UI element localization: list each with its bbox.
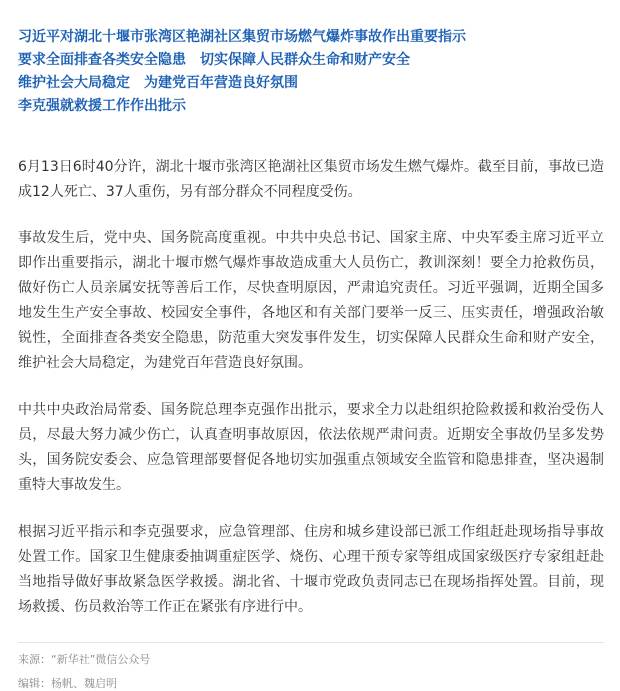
headline-line-3: 维护社会大局稳定 为建党百年营造良好氛围 — [18, 75, 298, 91]
body-paragraph-premier: 中共中央政治局常委、国务院总理李克强作出批示，要求全力以赴组织抢险救援和救治受伤人员，尽最大努力减少伤亡，认真查明事故原因，依法依规严肃问责。近期安全事故仍呈多发势头，国务院安委会、应急管理部要督促各地切实加强重点领域安全监管和隐患排查，坚决遏制重特大事故发生。 — [18, 402, 604, 493]
editor-credit: 编辑：杨帆、魏启明 — [18, 677, 117, 690]
article — [18, 26, 604, 691]
source-credit: 来源：“新华社”微信公众号 — [18, 653, 151, 666]
body-paragraph-instructions: 事故发生后，党中央、国务院高度重视。中共中央总书记、国家主席、中央军委主席习近平立即作出重要指示，湖北十堰市燃气爆炸事故造成重大人员伤亡，教训深刻！要全力抢救伤员，做好伤亡人员亲属安抚等善后工作，尽快查明原因，严肃追究责任。习近平强调，近期全国多地发生生产安全事故、校园安全事件，各地区和有关部门要举一反三、压实责任，增强政治敏锐性，全面排查各类安全隐患，防范重大突发事件发生，切实保障人民群众生命和财产安全，维护社会大局稳定，为建党百年营造良好氛围。 — [18, 230, 604, 371]
footer-divider — [18, 642, 604, 643]
body-paragraph-incident: 6月13日6时40分许，湖北十堰市张湾区艳湖社区集贸市场发生燃气爆炸。截至目前，事故已造成12人死亡、37人重伤，另有部分群众不同程度受伤。 — [18, 159, 604, 200]
headline-line-1: 习近平对湖北十堰市张湾区艳湖社区集贸市场燃气爆炸事故作出重要指示 — [18, 29, 466, 45]
headline-line-2: 要求全面排查各类安全隐患 切实保障人民群众生命和财产安全 — [18, 52, 410, 68]
body-paragraph-response: 根据习近平指示和李克强要求，应急管理部、住房和城乡建设部已派工作组赶赴现场指导事故处置工作。国家卫生健康委抽调重症医学、烧伤、心理干预专家等组成国家级医疗专家组赶赴当地指导做好事故紧急医学救援。湖北省、十堰市党政负责同志已在现场指挥处置。目前，现场救援、伤员救治等工作正在紧张有序进行中。 — [18, 524, 604, 615]
headline-line-4: 李克强就救援工作作出批示 — [18, 98, 186, 114]
headline-block — [18, 26, 604, 118]
